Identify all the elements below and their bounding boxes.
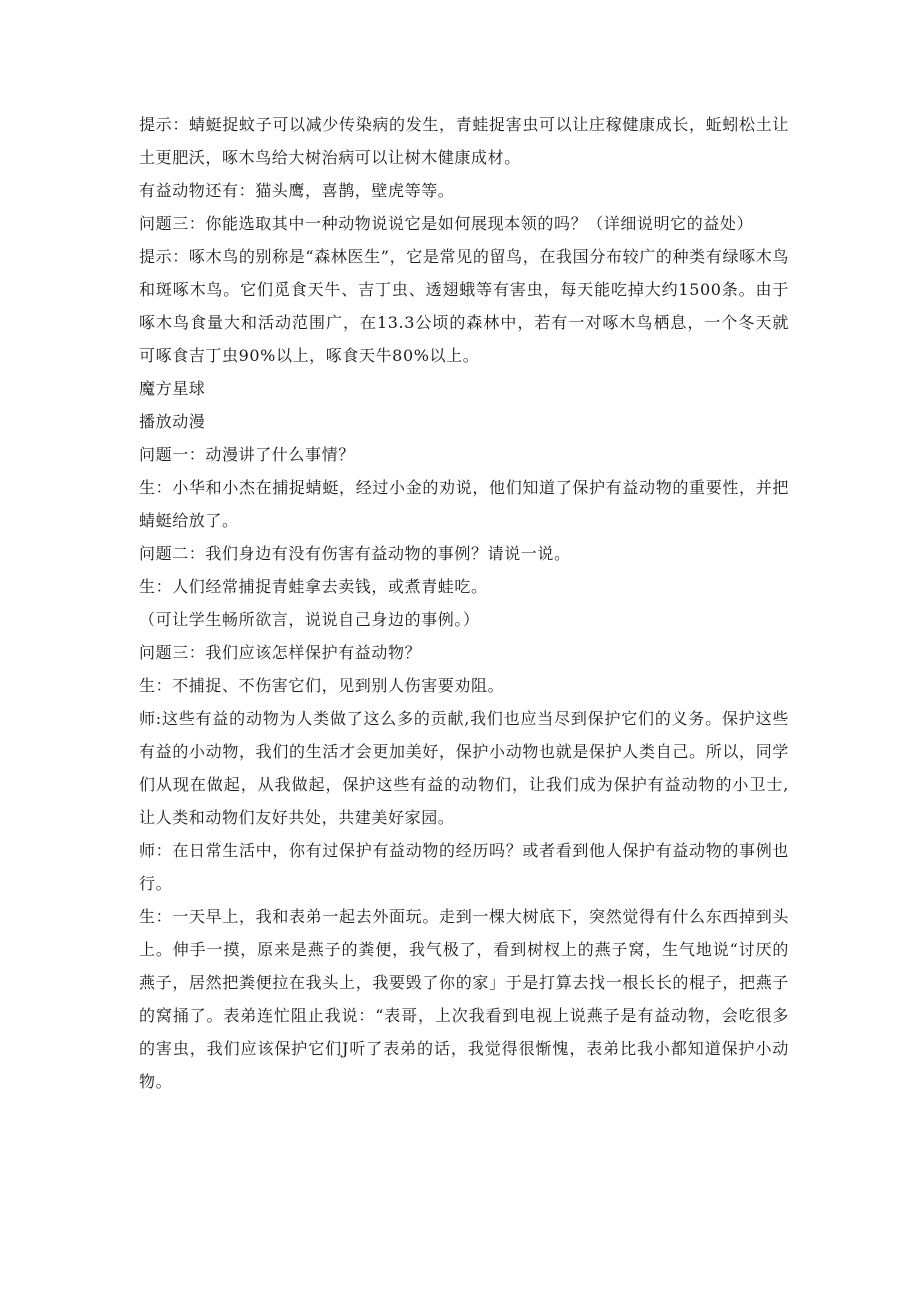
- question-one-line: 问题一：动漫讲了什么事情？: [139, 445, 355, 464]
- question-three-protect-line: 问题三：我们应该怎样保护有益动物？: [139, 643, 422, 662]
- student-answer-three: 生：不捕捉、不伤害它们，见到别人伤害要劝阻。: [139, 676, 505, 695]
- student-answer-two: 生：人们经常捕捉青蛙拿去卖钱，或煮青蛙吃。: [139, 577, 488, 596]
- other-animals-line: 有益动物还有：猫头鹰，喜鹊，壁虎等等。: [139, 181, 455, 200]
- question-two-line: 问题二：我们身边有没有伤害有益动物的事例？请说一说。: [139, 544, 571, 563]
- document-page: [139, 108, 789, 1098]
- play-animation-line: 播放动漫: [139, 412, 206, 431]
- teacher-note-line: （可让学生畅所欲言，说说自己身边的事例。）: [139, 610, 480, 629]
- student-story-paragraph: 生：一天早上，我和表弟一起去外面玩。走到一棵大树底下，突然觉得有什么东西掉到头上。伸手一摸，原来是燕子的粪便，我气极了，看到树杈上的燕子窝，生气地说“讨厌的燕子，居然把粪便拉在我头上，我要毁了你的家」于是打算去找一根长长的棍子，把燕子的窝捅了。表弟连忙阻止我说：“表哥，上次我看到电视上说燕子是有益动物，会吃很多的害虫，我们应该保护它们J听了表弟的话，我觉得很惭愧，表弟比我小都知道保护小动物。: [139, 907, 789, 1091]
- section-heading-rubiks-planet: 魔方星球: [139, 379, 206, 398]
- question-three-line: 问题三：你能选取其中一种动物说说它是如何展现本领的吗？（详细说明它的益处）: [139, 214, 754, 233]
- student-answer-one: 生：小华和小杰在捕捉蜻蜓，经过小金的劝说，他们知道了保护有益动物的重要性，并把蜻蜓给放了。: [139, 478, 789, 530]
- teacher-summary-paragraph: 师:这些有益的动物为人类做了这么多的贡献,我们也应当尽到保护它们的义务。保护这些有益的小动物，我们的生活才会更加美好，保护小动物也就是保护人类自己。所以，同学们从现在做起，从我做起，保护这些有益的动物们，让我们成为保护有益动物的小卫士,让人类和动物们友好共处，共建美好家园。: [139, 709, 789, 827]
- teacher-question-paragraph: 师：在日常生活中，你有过保护有益动物的经历吗？或者看到他人保护有益动物的事例也行。: [139, 841, 789, 893]
- woodpecker-hint-paragraph: 提示：啄木鸟的别称是“森林医生”，它是常见的留鸟，在我国分布较广的种类有绿啄木鸟和斑啄木鸟。它们觅食天牛、吉丁虫、透翅蛾等有害虫，每天能吃掉大约1500条。由于啄木鸟食量大和活动范围广，在13.3公顷的森林中，若有一对啄木鸟栖息，一个冬天就可啄食吉丁虫90%以上，啄食天牛80%以上。: [139, 247, 789, 365]
- hint-paragraph: 提示：蜻蜓捉蚊子可以减少传染病的发生，青蛙捉害虫可以让庄稼健康成长，蚯蚓松土让土更肥沃，啄木鸟给大树治病可以让树木健康成材。: [139, 115, 789, 167]
